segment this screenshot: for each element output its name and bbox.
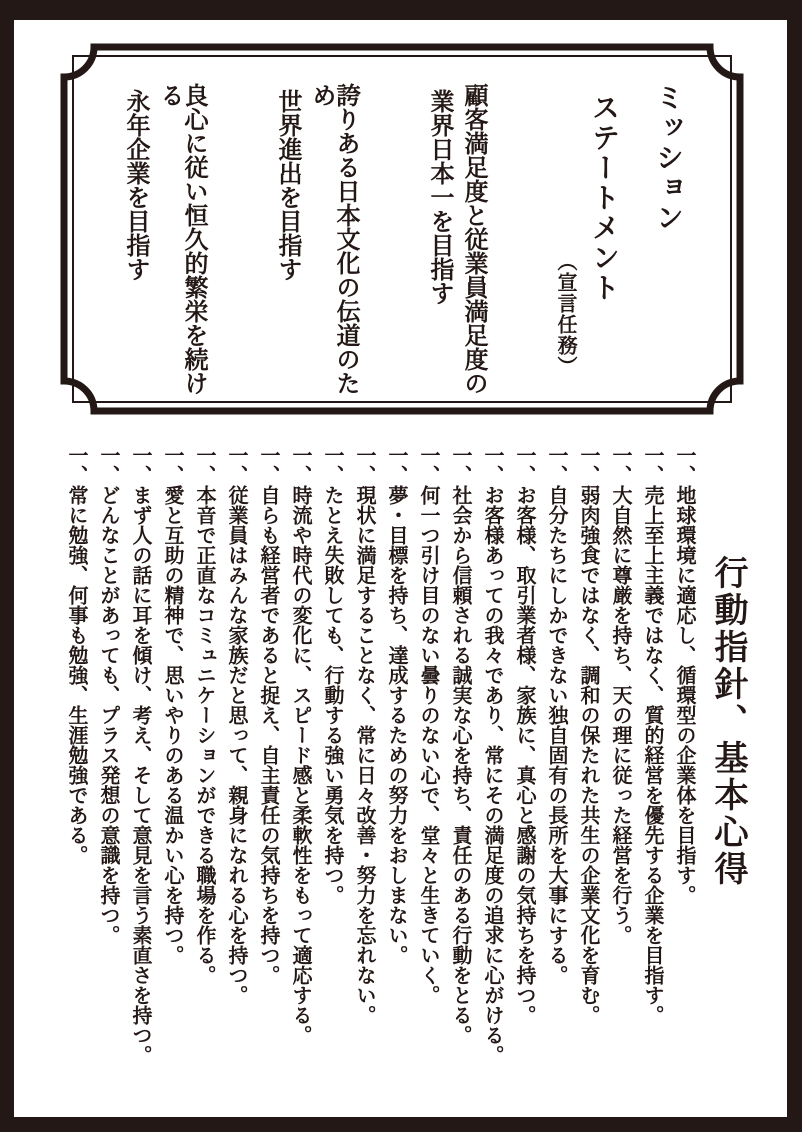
guideline-item-10: 一、夢・目標を持ち、達成するための努力をおしまない。 [385,445,409,965]
mission-statement-1-line2: 業界日本一を目指す [426,89,455,305]
guideline-item-11: 一、現状に満足することなく、常に日々改善・努力を忘れない。 [353,445,377,1025]
guideline-item-17: 一、愛と互助の精神で、思いやりのある温かい心を持つ。 [161,445,185,965]
guidelines-heading: 行動指針、基本心得 [708,555,748,888]
guideline-item-20: 一、常に勉強、何事も勉強、生涯勉強である。 [65,445,89,865]
guidelines-section [59,440,748,1122]
mission-title-line2: ステートメント [588,93,621,303]
guideline-item-4: 一、弱肉強食ではなく、調和の保たれた共生の企業文化を育む。 [577,445,601,1025]
mission-title-line1: ミッション [652,83,685,233]
guideline-item-3: 一、大自然に尊厳を持ち、天の理に従った経営を行う。 [609,445,633,945]
mission-statement-2-line1: 誇りある日本文化の伝道のため [308,83,361,395]
guideline-item-14: 一、自らも経営者であると捉え、自主責任の気持ちを持つ。 [257,445,281,985]
guideline-item-18: 一、まず人の話に耳を傾け、考え、そして意見を言う素直さを持つ。 [129,445,153,1065]
mission-statement-3-line2: 永年企業を目指す [122,89,151,281]
guideline-item-6: 一、お客様、取引業者様、家族に、真心と感謝の気持ちを持つ。 [513,445,537,1025]
guideline-item-12: 一、たとえ失敗しても、行動する強い勇気を持つ。 [321,445,345,905]
guideline-item-8: 一、社会から信頼される誠実な心を持ち、責任のある行動をとる。 [449,445,473,1045]
mission-statement-1-line1: 顧客満足度と従業員満足度の [460,83,489,395]
guideline-item-1: 一、地球環境に適応し、循環型の企業体を目指す。 [673,445,697,905]
guideline-item-16: 一、本音で正直なコミュニケーションができる職場を作る。 [193,445,217,985]
mission-statement-box [60,43,744,415]
guideline-item-5: 一、自分たちにしかできない独自固有の長所を大事にする。 [545,445,569,985]
mission-statement-2-line2: 世界進出を目指す [274,89,303,281]
guideline-item-15: 一、従業員はみんな家族だと思って、親身になれる心を持つ。 [225,445,249,1005]
mission-statement-3-line1: 良心に従い恒久的繁栄を続ける [156,83,209,395]
guideline-item-13: 一、時流や時代の変化に、スピード感と柔軟性をもって適応する。 [289,445,313,1045]
guideline-item-9: 一、何一つ引け目のない曇りのない心で、堂々と生きていく。 [417,445,441,1005]
mission-title-note: （宣言任務） [554,251,578,377]
guideline-item-19: 一、どんなことがあっても、プラス発想の意識を持つ。 [97,445,121,945]
guideline-item-7: 一、お客様あっての我々であり、常にその満足度の追求に心がける。 [481,445,505,1065]
guideline-item-2: 一、売上至上主義ではなく、質的経営を優先する企業を目指す。 [641,445,665,1025]
